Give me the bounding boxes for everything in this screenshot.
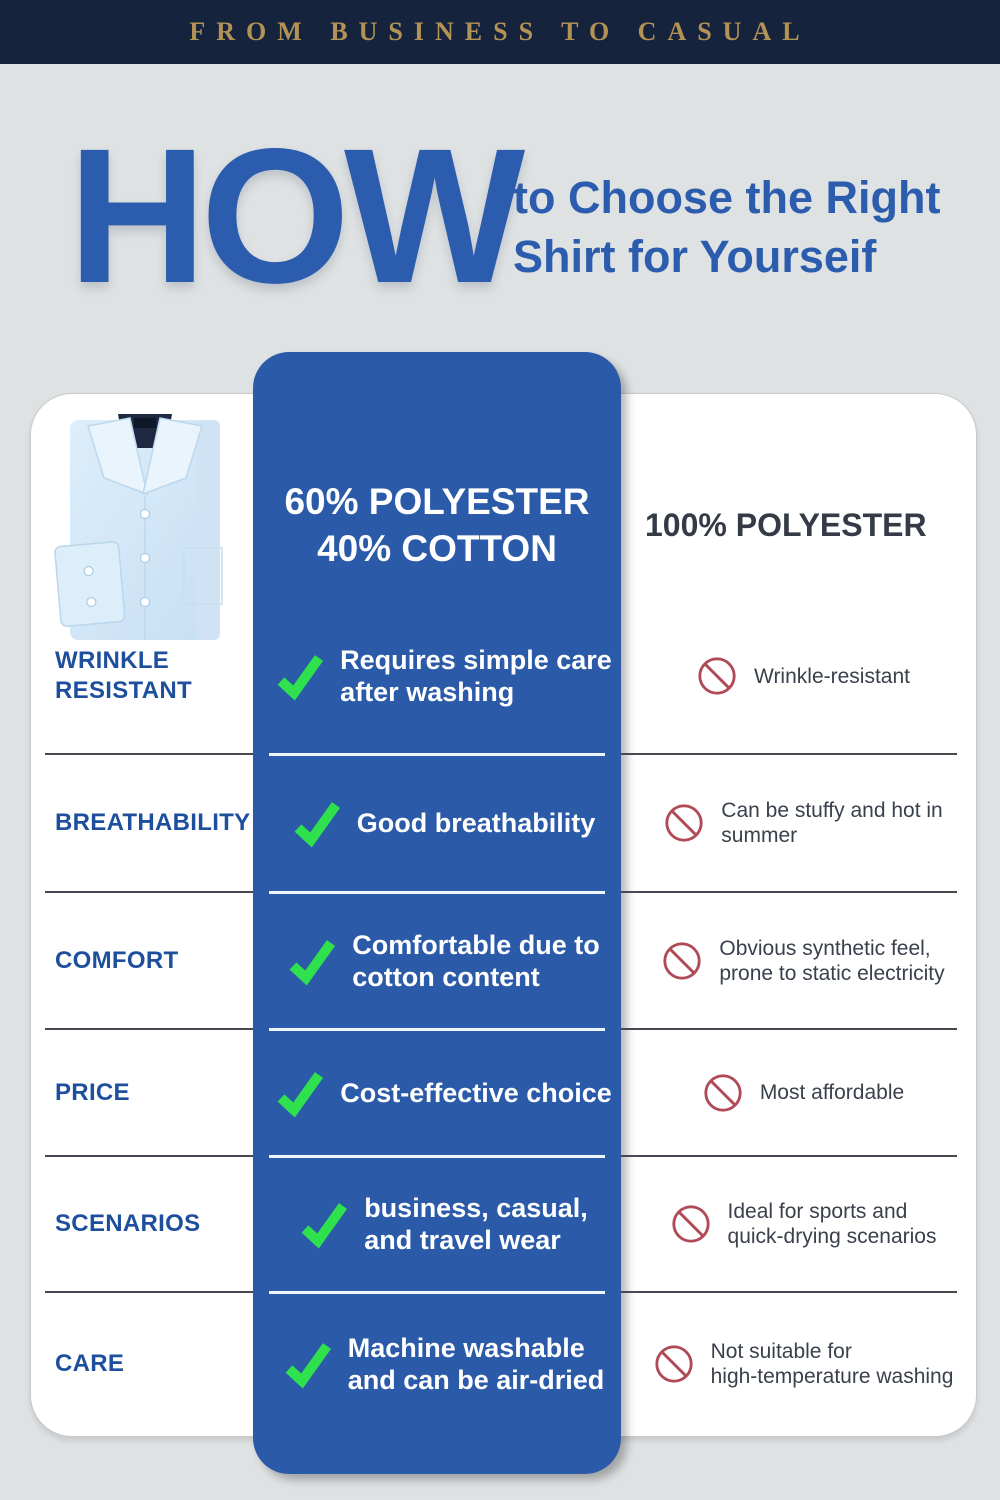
prohibition-icon [663,802,705,844]
page-title-sub [513,168,940,287]
prohibition-icon [670,1203,712,1245]
con-cell: Ideal for sports and quick-drying scenarios [636,1156,970,1292]
con-cell: Can be stuffy and hot in summer [636,754,970,892]
row-label: BREATHABILITY [55,809,251,836]
check-icon [274,1067,326,1119]
pro-cell: Comfortable due to cotton content [253,892,621,1029]
row-label: PRICE [55,1078,130,1106]
prohibition-icon [653,1343,695,1385]
pro-cell: Requires simple care after washing [253,598,621,754]
pro-column-header [253,478,621,572]
con-cell: Wrinkle-resistant [636,598,970,754]
check-icon [286,935,338,987]
prohibition-icon [696,655,738,697]
page-title-sub-line1: to Choose the Right [513,172,941,223]
table-row [0,1029,1000,1156]
table-row [0,892,1000,1029]
table-row [0,598,1000,754]
check-icon [274,650,326,702]
row-label: SCENARIOS [55,1210,201,1237]
page-title-sub-line2: Shirt for Yourseif [513,231,877,283]
prohibition-icon [661,940,703,982]
top-banner [0,0,1000,64]
banner-text: FROM BUSINESS TO CASUAL [189,17,811,46]
check-icon [298,1198,350,1250]
pro-cell: Machine washable and can be air-dried [253,1292,621,1435]
table-row [0,754,1000,892]
row-label: WRINKLE RESISTANT [55,647,192,704]
row-label: COMFORT [55,946,179,974]
check-icon [282,1338,334,1390]
con-column-header: 100% POLYESTER [645,507,927,543]
pro-cell: business, casual, and travel wear [253,1156,621,1292]
pro-header-line2: 40% COTTON [317,528,557,569]
prohibition-icon [702,1072,744,1114]
table-row [0,1156,1000,1292]
page-title-big: HOW [68,108,520,323]
con-cell: Not suitable for high-temperature washing [636,1292,970,1435]
table-row [0,1292,1000,1435]
row-label: CARE [55,1349,125,1377]
con-cell: Obvious synthetic feel, prone to static electricity [636,892,970,1029]
pro-cell: Cost-effective choice [253,1029,621,1156]
pro-cell: Good breathability [253,754,621,892]
con-cell: Most affordable [636,1029,970,1156]
check-icon [291,797,343,849]
pro-header-line1: 60% POLYESTER [284,481,590,522]
